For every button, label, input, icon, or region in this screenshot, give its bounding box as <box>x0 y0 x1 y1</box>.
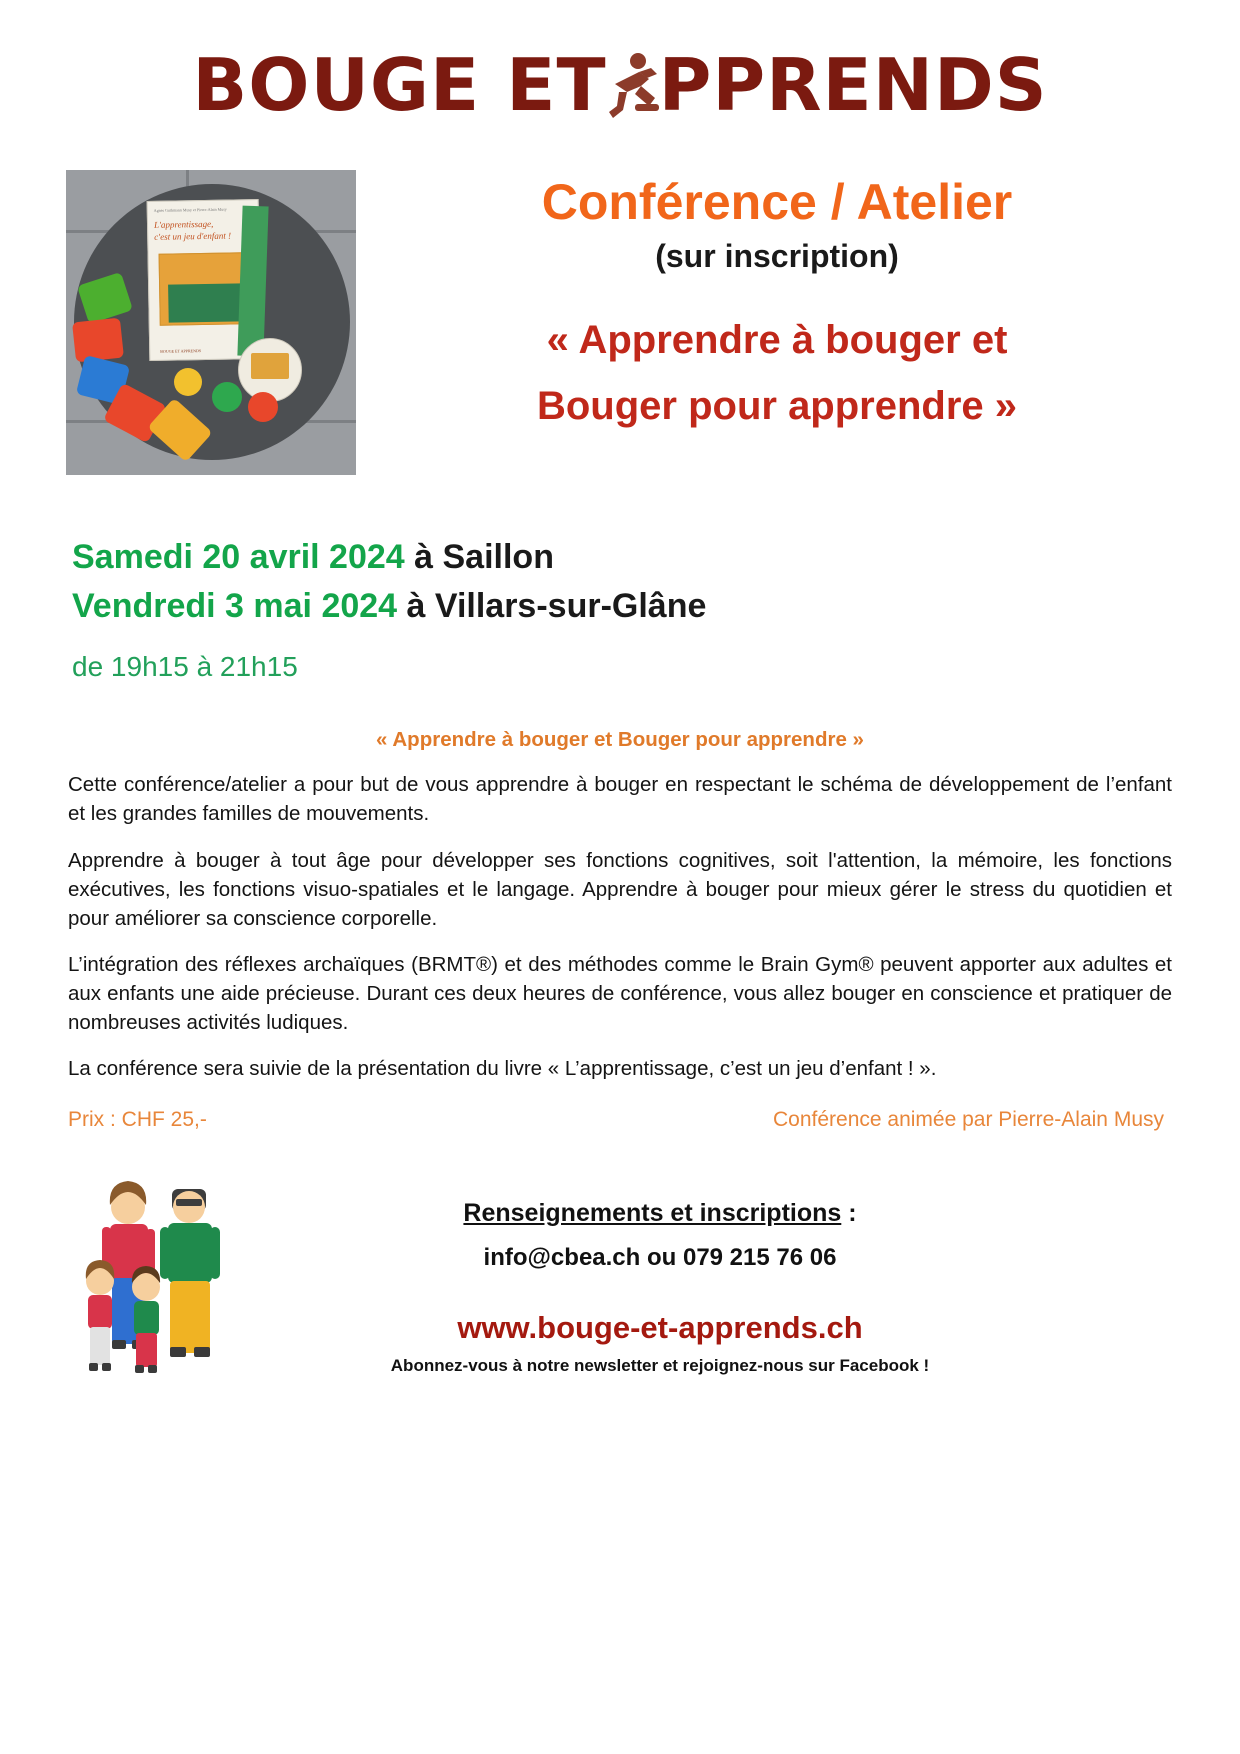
intro-section <box>68 170 1172 475</box>
contact-label <box>148 1199 1172 1228</box>
brand-logo-text <box>192 43 1048 127</box>
book-disc <box>238 338 302 402</box>
brand-logo-part1: BOUGE ET <box>192 43 607 127</box>
description-paragraph: La conférence sera suivie de la présentation du livre « L’apprentissage, c’est un jeu d’enfant ! ». <box>68 1057 937 1081</box>
description-paragraph: Cette conférence/atelier a pour but de vous apprendre à bouger en respectant le schéma de développement de l’enfant et les grandes familles de mouvements. <box>68 773 1172 826</box>
contact-value[interactable]: info@cbea.ch ou 079 215 76 06 <box>483 1244 837 1272</box>
date-place: à Villars-sur-Glâne <box>406 586 707 625</box>
description-section <box>68 725 1172 1135</box>
theme-quote-line1: « Apprendre à bouger et <box>546 318 1008 363</box>
date-place: à Saillon <box>414 537 554 576</box>
speaker-text: Conférence animée par Pierre-Alain Musy <box>772 1108 1164 1132</box>
contact-label-underlined: Renseignements et inscriptions <box>463 1199 842 1228</box>
family-illustration <box>76 1177 236 1382</box>
dates-block <box>68 533 1172 684</box>
hours-text: de 19h15 à 21h15 <box>72 651 298 683</box>
contact-label-colon: : <box>841 1199 857 1228</box>
brand-logo <box>68 0 1172 127</box>
date-row <box>72 582 1172 631</box>
footer-section <box>68 1177 1172 1427</box>
headline-block <box>356 170 1172 438</box>
brand-logo-part2: PPRENDS <box>658 43 1048 127</box>
date-value: Vendredi 3 mai 2024 <box>72 586 398 625</box>
book-cover: Agnès Guthmann Musy et Pierre-Alain Musy L'apprentissage, c'est un jeu d'enfant ! BOUGE ET APPRENDS <box>147 199 262 361</box>
description-paragraph: L’intégration des réflexes archaïques (BRMT®) et des méthodes comme le Brain Gym® peuvent apporter aux adultes et aux enfants une aide précieuse. Durant ces deux heures de conférence, vous allez bouger en conscience et pratiquer de nombreuses activités ludiques. <box>68 952 1172 1035</box>
book-photo <box>66 170 356 475</box>
theme-quote-line2: Bouger pour apprendre » <box>536 384 1018 429</box>
description-heading: « Apprendre à bouger et Bouger pour apprendre » <box>376 728 864 752</box>
page-subtitle: (sur inscription) <box>655 238 899 275</box>
newsletter-note: Abonnez-vous à notre newsletter et rejoignez-nous sur Facebook ! <box>390 1356 930 1376</box>
price-text: Prix : CHF 25,- <box>68 1108 207 1132</box>
description-paragraph: Apprendre à bouger à tout âge pour développer ses fonctions cognitives, soit l'attention, la mémoire, les fonctions exécutives, les fonctions visuo-spatiales et le langage. Apprendre à bouger pour mieux gérer le stress du quotidien et pour améliorer sa conscience corporelle. <box>68 848 1172 930</box>
website-link[interactable]: www.bouge-et-apprends.ch <box>457 1310 863 1346</box>
date-value: Samedi 20 avril 2024 <box>72 537 405 576</box>
price-speaker-row <box>68 1105 1172 1135</box>
date-row <box>72 533 1172 582</box>
page-title: Conférence / Atelier <box>541 173 1013 230</box>
